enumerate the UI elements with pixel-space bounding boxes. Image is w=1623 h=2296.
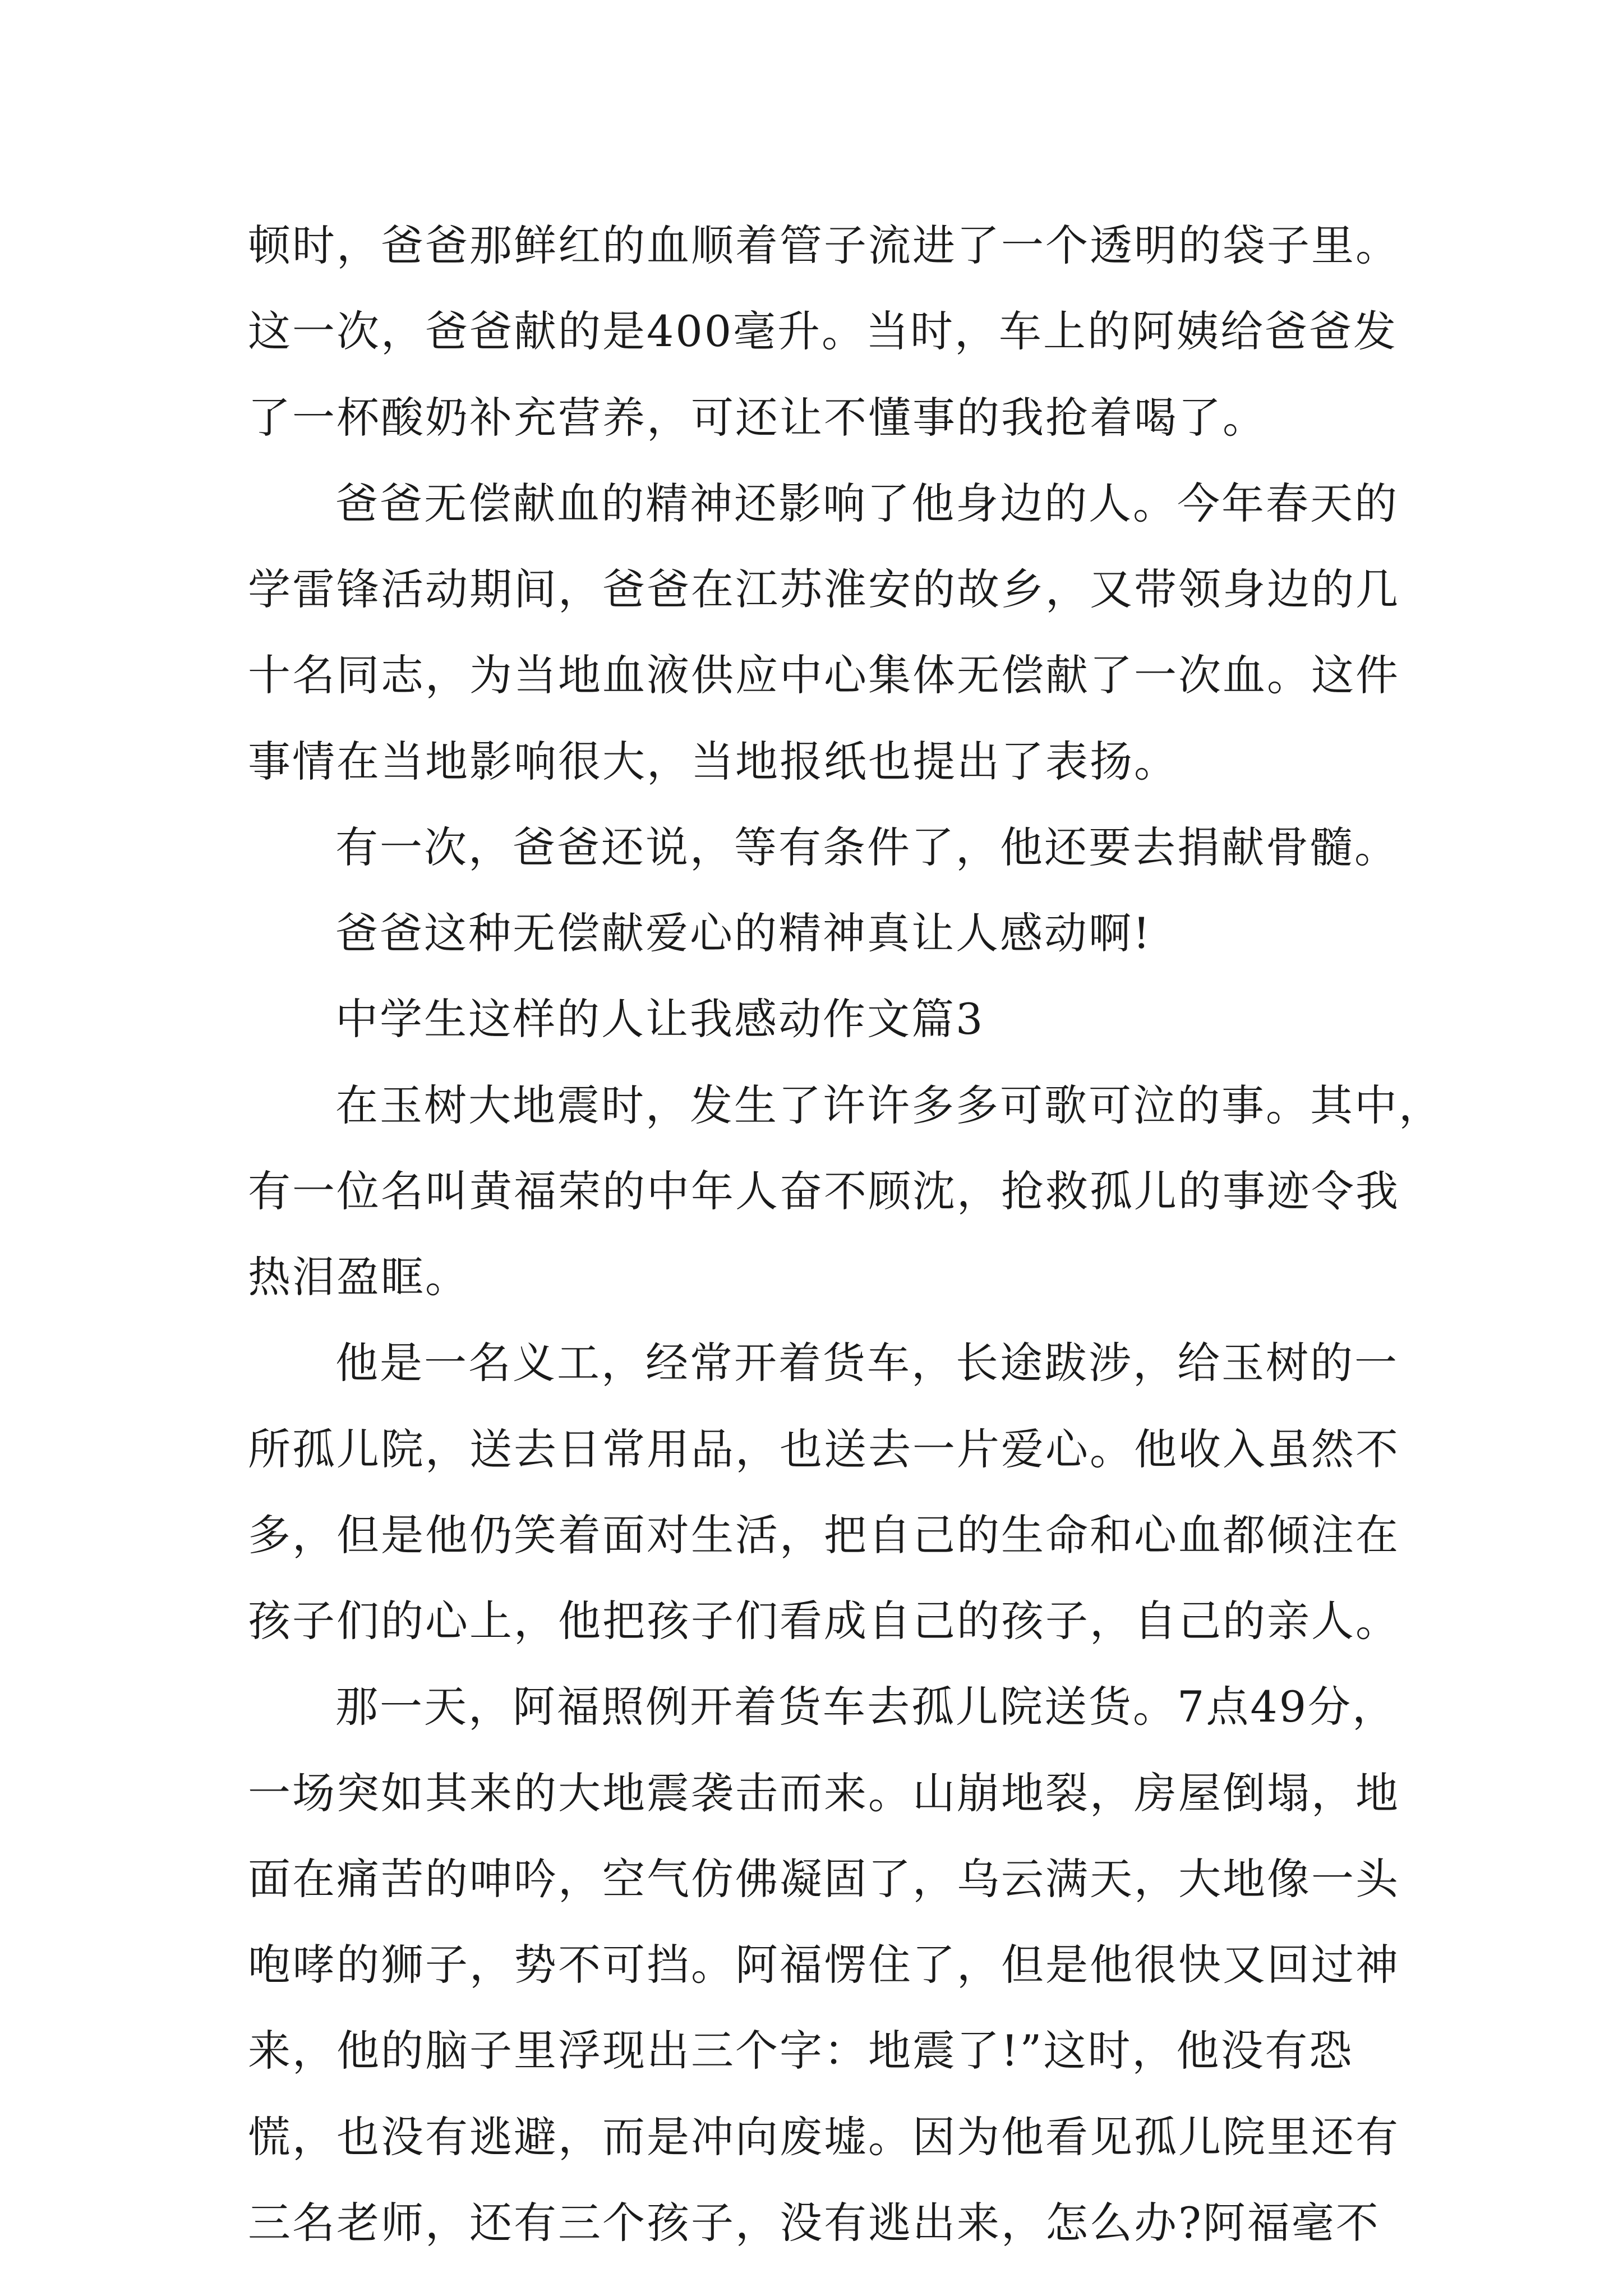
text-line: 十名同志，为当地血液供应中心集体无偿献了一次血。这件 (248, 650, 1400, 700)
text-line: 孩子们的心上，他把孩子们看成自己的孩子，自己的亲人。 (248, 1596, 1400, 1646)
text-line: 多，但是他仍笑着面对生活，把自己的生命和心血都倾注在 (248, 1510, 1400, 1560)
paragraph-start-line: 在玉树大地震时，发生了许许多多可歌可泣的事。其中， (335, 1080, 1443, 1130)
text-line: 面在痛苦的呻吟，空气仿佛凝固了，乌云满天，大地像一头 (248, 1854, 1400, 1904)
text-line: 顿时，爸爸那鲜红的血顺着管子流进了一个透明的袋子里。 (248, 220, 1400, 270)
paragraph-start-line: 爸爸无偿献血的精神还影响了他身边的人。今年春天的 (335, 478, 1399, 528)
text-line: 三名老师，还有三个孩子，没有逃出来，怎么办?阿福毫不 (248, 2198, 1380, 2248)
text-line: 一场突如其来的大地震袭击而来。山崩地裂，房屋倒塌，地 (248, 1768, 1400, 1818)
text-line: 这一次，爸爸献的是400毫升。当时，车上的阿姨给爸爸发 (248, 306, 1398, 356)
text-line: 慌，也没有逃避，而是冲向废墟。因为他看见孤儿院里还有 (248, 2112, 1400, 2162)
section-heading: 中学生这样的人让我感动作文篇3 (335, 994, 985, 1044)
paragraph-start-line: 爸爸这种无偿献爱心的精神真让人感动啊! (335, 908, 1152, 958)
text-line: 事情在当地影响很大，当地报纸也提出了表扬。 (248, 737, 1178, 786)
paragraph-start-line: 那一天，阿福照例开着货车去孤儿院送货。7点49分， (335, 1682, 1397, 1732)
text-line: 了一杯酸奶补充营养，可还让不懂事的我抢着喝了。 (248, 393, 1267, 443)
text-line: 热泪盈眶。 (248, 1252, 469, 1302)
text-line: 咆哮的狮子，势不可挡。阿福愣住了，但是他很快又回过神 (248, 1940, 1400, 1990)
text-line: 学雷锋活动期间，爸爸在江苏淮安的故乡，又带领身边的几 (248, 564, 1400, 614)
paragraph-start-line: 有一次，爸爸还说，等有条件了，他还要去捐献骨髓。 (335, 822, 1399, 872)
text-line: 有一位名叫黄福荣的中年人奋不顾沈，抢救孤儿的事迹令我 (248, 1166, 1400, 1216)
text-line: 来，他的脑子里浮现出三个字：地震了!”这时，他没有恐 (248, 2026, 1354, 2076)
text-line: 所孤儿院，送去日常用品，也送去一片爱心。他收入虽然不 (248, 1424, 1400, 1474)
paragraph-start-line: 他是一名义工，经常开着货车，长途跋涉，给玉树的一 (335, 1338, 1399, 1388)
